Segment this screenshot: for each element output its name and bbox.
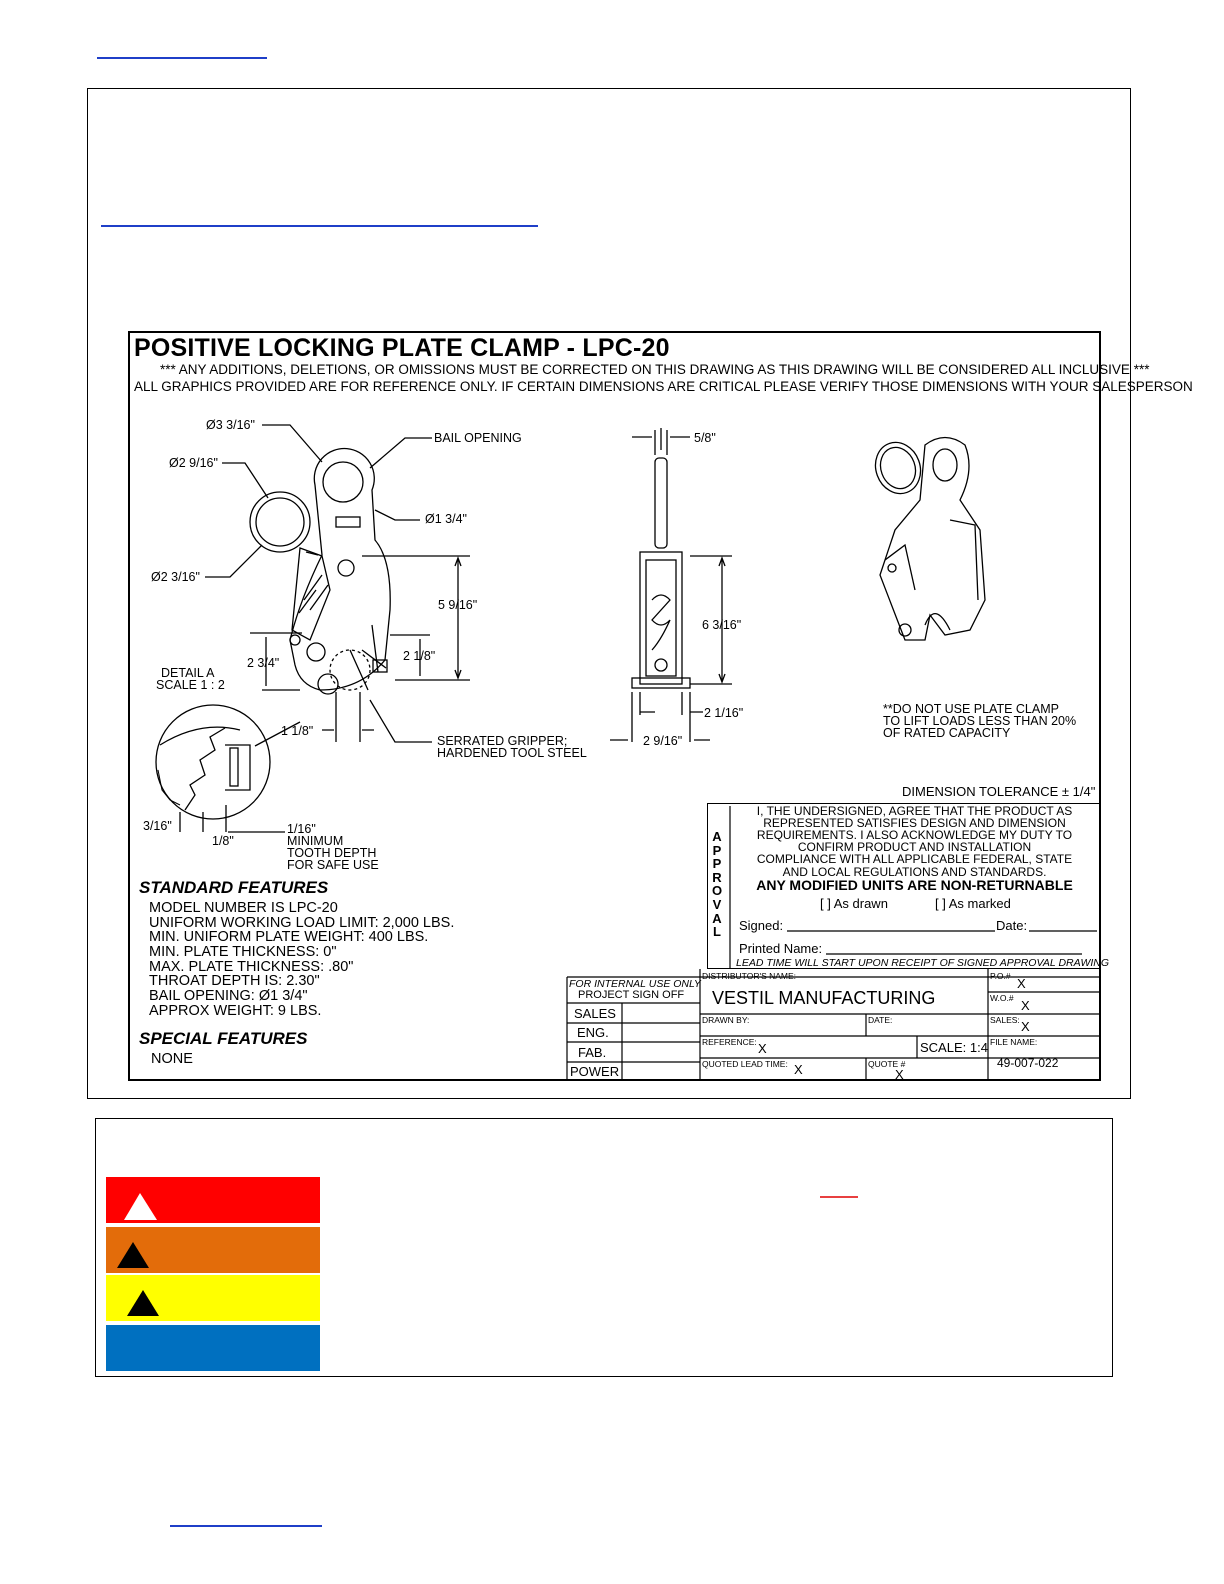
as-drawn-checkbox[interactable]: [ ] As drawn	[820, 896, 888, 911]
serrated-gripper-2: HARDENED TOOL STEEL	[437, 746, 587, 760]
caution-alert-icon	[127, 1290, 159, 1316]
date-label: Date:	[996, 918, 1028, 933]
tooth-depth-3: TOOTH DEPTH	[287, 846, 377, 860]
warning-line-3: OF RATED CAPACITY	[883, 726, 1011, 740]
dim-height-2-3-4: 2 3/4"	[247, 656, 280, 670]
standard-feature-item: APPROX WEIGHT: 9 LBS.	[149, 1003, 322, 1019]
wo-label: W.O.#	[990, 993, 1014, 1003]
dim-2-1-16: 2 1/16"	[704, 706, 744, 720]
serrated-gripper-1: SERRATED GRIPPER;	[437, 734, 568, 748]
detail-a-scale: SCALE 1 : 2	[156, 678, 225, 692]
as-marked-checkbox[interactable]: [ ] As marked	[935, 896, 1011, 911]
standard-feature-item: MODEL NUMBER IS LPC-20	[149, 900, 338, 916]
dim-height-2-1-8: 2 1/8"	[403, 649, 436, 663]
bottom-link-underline[interactable]	[170, 1525, 322, 1527]
sales-label: SALES:	[990, 1015, 1020, 1025]
standard-feature-item: MIN. UNIFORM PLATE WEIGHT: 400 LBS.	[149, 929, 429, 945]
signoff-row-power: POWER	[570, 1064, 620, 1079]
approval-text-line: CONFIRM PRODUCT AND INSTALLATION	[797, 840, 1032, 854]
approval-text-line: AND LOCAL REGULATIONS AND STANDARDS.	[782, 865, 1047, 879]
distributor-name: VESTIL MANUFACTURING	[712, 988, 936, 1008]
approval-text-line: COMPLIANCE WITH ALL APPLICABLE FEDERAL, STATE	[756, 852, 1073, 866]
dim-ring-inner: Ø2 3/16"	[151, 570, 200, 584]
dim-2-9-16: 2 9/16"	[643, 734, 683, 748]
non-returnable-notice: ANY MODIFIED UNITS ARE NON-RETURNABLE	[756, 877, 1073, 893]
dim-6-3-16: 6 3/16"	[702, 618, 742, 632]
po-label: P.O.#	[990, 971, 1011, 981]
special-features-heading: SPECIAL FEATURES	[139, 1029, 308, 1048]
dim-height-5-9-16: 5 9/16"	[438, 598, 478, 612]
dim-3-16: 3/16"	[143, 819, 172, 833]
danger-alert-icon	[124, 1193, 157, 1220]
dim-5-8: 5/8"	[694, 431, 716, 445]
wo-value: X	[1021, 998, 1030, 1013]
quoted-lead-time-value: X	[794, 1062, 803, 1077]
standard-feature-item: MAX. PLATE THICKNESS: .80"	[149, 959, 354, 975]
distributor-label: DISTRIBUTOR'S NAME:	[702, 971, 797, 981]
warning-alert-icon	[117, 1242, 149, 1268]
dim-ring-outer: Ø2 9/16"	[169, 456, 218, 470]
note-line-1: *** ANY ADDITIONS, DELETIONS, OR OMISSIONS MUST BE CORRECTED ON THIS DRAWING AS THIS DRAWING WILL BE CONSIDERED ALL INCLUSIVE ***	[160, 362, 1150, 377]
dim-bail-inner: Ø1 3/4"	[425, 512, 467, 526]
standard-feature-item: BAIL OPENING: Ø1 3/4"	[149, 988, 308, 1004]
signoff-row-eng: ENG.	[577, 1025, 609, 1040]
po-value: X	[1017, 976, 1026, 991]
quote-value: X	[895, 1067, 904, 1082]
tooth-depth-4: FOR SAFE USE	[287, 858, 379, 872]
drawn-by-label: DRAWN BY:	[702, 1015, 750, 1025]
approval-text-line: REQUIREMENTS. I ALSO ACKNOWLEDGE MY DUTY TO	[756, 828, 1073, 842]
file-name-value: 49-007-022	[997, 1056, 1059, 1070]
drawing-title: POSITIVE LOCKING PLATE CLAMP - LPC-20	[134, 334, 670, 362]
warning-line-2: TO LIFT LOADS LESS THAN 20%	[883, 714, 1077, 728]
approval-text-line: I, THE UNDERSIGNED, AGREE THAT THE PRODUCT AS	[756, 804, 1073, 818]
tooth-depth-1: 1/16"	[287, 822, 316, 836]
quoted-lead-time-label: QUOTED LEAD TIME:	[702, 1059, 788, 1069]
approval-text-line: REPRESENTED SATISFIES DESIGN AND DIMENSION	[763, 816, 1066, 830]
standard-feature-item: MIN. PLATE THICKNESS: 0"	[149, 944, 337, 960]
file-name-label: FILE NAME:	[990, 1037, 1038, 1047]
dim-width-1-1-8: 1 1/8"	[281, 724, 314, 738]
reference-value: X	[758, 1041, 767, 1056]
special-features-value: NONE	[151, 1051, 193, 1067]
internal-use-header: FOR INTERNAL USE ONLY	[569, 978, 701, 990]
signoff-row-sales: SALES	[574, 1006, 616, 1021]
quote-label: QUOTE #	[868, 1059, 906, 1069]
lead-time-note: LEAD TIME WILL START UPON RECEIPT OF SIGNED APPROVAL DRAWING	[736, 957, 1110, 969]
tooth-depth-2: MINIMUM	[287, 834, 344, 848]
dim-1-8: 1/8"	[212, 834, 234, 848]
date-block-label: DATE:	[868, 1015, 893, 1025]
dim-bail-outer: Ø3 3/16"	[206, 418, 255, 432]
sales-value: X	[1021, 1019, 1030, 1034]
scale-value: SCALE: 1:4	[920, 1040, 988, 1055]
reference-label: REFERENCE:	[702, 1037, 757, 1047]
project-sign-off-header: PROJECT SIGN OFF	[578, 989, 685, 1001]
approval-vertical-label: A P P R O V A L	[711, 829, 723, 940]
note-line-2: ALL GRAPHICS PROVIDED ARE FOR REFERENCE ONLY. IF CERTAIN DIMENSIONS ARE CRITICAL PLEASE VERIFY THOSE DIMENSIONS WITH YOUR SALESPERSON	[134, 379, 1193, 394]
signed-label: Signed:	[739, 918, 784, 933]
dimension-tolerance: DIMENSION TOLERANCE ± 1/4"	[902, 784, 1096, 799]
warning-line-1: **DO NOT USE PLATE CLAMP	[883, 702, 1059, 716]
dim-bail-opening-label: BAIL OPENING	[434, 431, 522, 445]
signoff-row-fab: FAB.	[578, 1045, 607, 1060]
standard-feature-item: UNIFORM WORKING LOAD LIMIT: 2,000 LBS.	[149, 915, 455, 931]
detail-a-label: DETAIL A	[161, 666, 215, 680]
standard-features-heading: STANDARD FEATURES	[139, 878, 329, 897]
printed-name-label: Printed Name:	[739, 941, 823, 956]
standard-feature-item: THROAT DEPTH IS: 2.30"	[149, 973, 320, 989]
